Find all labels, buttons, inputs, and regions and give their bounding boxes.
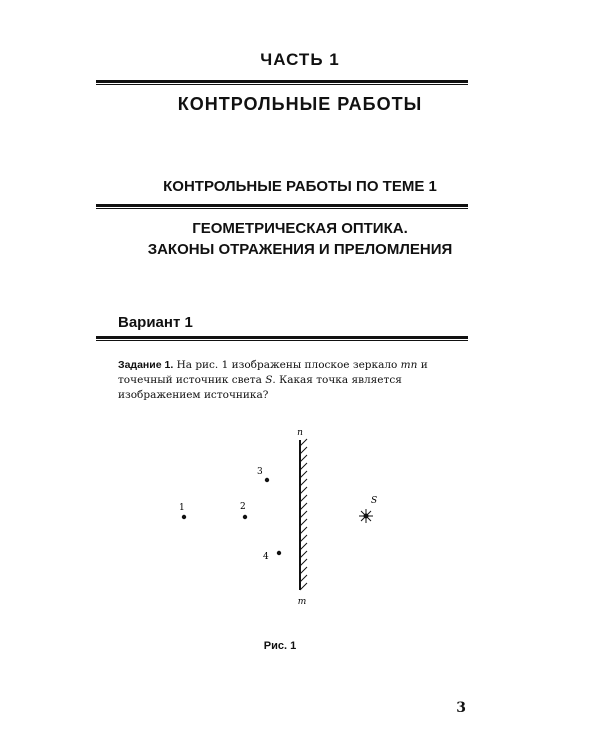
figure-mirror-diagram bbox=[150, 420, 410, 620]
topic-subtitle-line: ЗАКОНЫ ОТРАЖЕНИЯ И ПРЕЛОМЛЕНИЯ bbox=[147, 241, 453, 258]
page-number: 3 bbox=[456, 700, 466, 716]
mirror-hatching bbox=[300, 439, 307, 590]
topic-title: КОНТРОЛЬНЫЕ РАБОТЫ ПО ТЕМЕ 1 bbox=[163, 178, 437, 195]
task-text-part: и точечный источник света bbox=[118, 359, 428, 386]
divider-thin bbox=[96, 208, 468, 209]
task-label: Задание 1. bbox=[118, 359, 174, 371]
point-label-2: 2 bbox=[240, 502, 246, 512]
light-source-icon bbox=[359, 509, 373, 523]
figure-caption: Рис. 1 bbox=[263, 640, 297, 652]
divider-thin bbox=[96, 340, 468, 341]
point-4 bbox=[277, 551, 281, 555]
point-label-4: 4 bbox=[263, 552, 269, 562]
variant-title: Вариант 1 bbox=[118, 314, 193, 331]
topic-subtitle-line: ГЕОМЕТРИЧЕСКАЯ ОПТИКА. bbox=[192, 220, 408, 237]
mirror-name: mn bbox=[400, 359, 418, 371]
task-text bbox=[118, 358, 468, 403]
point-label-3: 3 bbox=[257, 467, 263, 477]
divider-thick bbox=[96, 80, 468, 83]
topic-subtitle bbox=[0, 218, 600, 260]
source-label: S bbox=[371, 496, 378, 506]
mirror-label-m: m bbox=[297, 597, 307, 607]
point-3 bbox=[265, 478, 269, 482]
point-2 bbox=[243, 515, 247, 519]
section-title: КОНТРОЛЬНЫЕ РАБОТЫ bbox=[177, 94, 423, 114]
divider-thin bbox=[96, 84, 468, 85]
point-1 bbox=[182, 515, 186, 519]
divider-thick bbox=[96, 336, 468, 339]
task-text-part: . Какая точка является изображением источника? bbox=[118, 374, 402, 401]
source-name: S bbox=[265, 374, 273, 386]
divider-thick bbox=[96, 204, 468, 207]
point-label-1: 1 bbox=[179, 503, 185, 513]
part-title: ЧАСТЬ 1 bbox=[260, 50, 340, 69]
mirror-label-n: n bbox=[297, 428, 303, 438]
task-text-part: На рис. 1 изображены плоское зеркало bbox=[173, 359, 401, 371]
